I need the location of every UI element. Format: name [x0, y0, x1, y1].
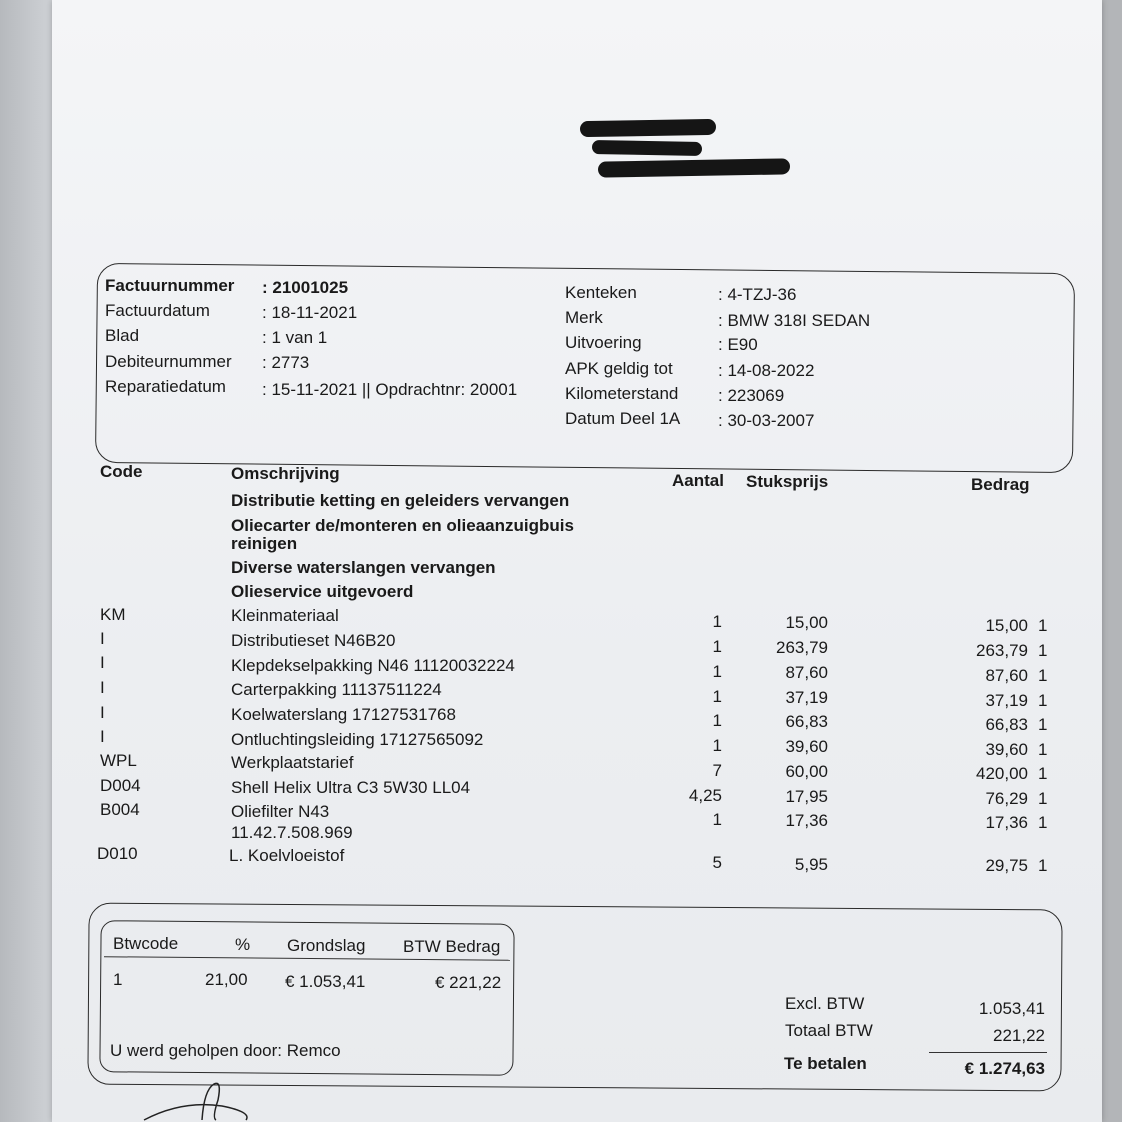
debtor-number: : 2773: [262, 353, 310, 372]
row-quantity: 4,25: [688, 786, 722, 805]
repair-date: : 15-11-2021 || Opdrachtnr: 20001: [262, 380, 518, 399]
field-label: Kilometerstand: [565, 384, 679, 403]
helped-by: U werd geholpen door: Remco: [110, 1041, 341, 1060]
row-code: KM: [100, 605, 126, 624]
excl-btw-label: Excl. BTW: [785, 994, 865, 1013]
row-description: Oliefilter N43: [231, 802, 330, 821]
row-unit-price: 17,95: [785, 787, 828, 806]
row-quantity: 1: [712, 711, 722, 730]
row-amount: 263,79: [976, 641, 1028, 660]
work-line: Olieservice uitgevoerd: [231, 582, 414, 601]
row-amount: 29,75: [985, 856, 1028, 875]
apk-date: : 14-08-2022: [718, 361, 815, 380]
field-label: Blad: [105, 326, 140, 345]
car-version: : E90: [718, 335, 758, 354]
background-edge-right: [1102, 0, 1122, 1122]
row-code: I: [100, 678, 105, 697]
row-code: I: [100, 653, 105, 672]
row-btw-code: 1: [1038, 666, 1048, 685]
row-description-line2: 11.42.7.508.969: [231, 823, 353, 842]
row-btw-code: 1: [1038, 641, 1048, 660]
license-plate: : 4-TZJ-36: [718, 285, 797, 304]
car-brand: : BMW 318I SEDAN: [718, 311, 871, 330]
registration-date: : 30-03-2007: [718, 411, 815, 430]
field-label: Uitvoering: [565, 333, 642, 352]
work-line: reinigen: [231, 534, 298, 553]
btw-row-percent: 21,00: [205, 970, 248, 989]
field-label: Merk: [565, 308, 603, 327]
invoice-number: : 21001025: [262, 278, 349, 297]
row-quantity: 1: [712, 687, 722, 706]
col-unit-price: Stuksprijs: [746, 472, 829, 491]
row-unit-price: 17,36: [785, 811, 828, 830]
row-unit-price: 5,95: [794, 855, 828, 874]
row-btw-code: 1: [1038, 715, 1048, 734]
row-unit-price: 60,00: [785, 762, 828, 781]
row-code: I: [100, 703, 105, 722]
row-unit-price: 15,00: [785, 613, 828, 632]
row-description: Werkplaatstarief: [231, 753, 354, 772]
work-line: Distributie ketting en geleiders vervangen: [231, 491, 570, 510]
row-amount: 15,00: [985, 616, 1028, 635]
row-quantity: 1: [712, 637, 722, 656]
row-btw-code: 1: [1038, 616, 1048, 635]
row-description: Koelwaterslang 17127531768: [231, 705, 456, 724]
row-quantity: 5: [712, 853, 722, 872]
row-btw-code: 1: [1038, 764, 1048, 783]
row-quantity: 1: [712, 810, 722, 829]
row-description: Kleinmateriaal: [231, 606, 339, 625]
row-amount: 37,19: [985, 691, 1028, 710]
row-description: Distributieset N46B20: [231, 631, 396, 650]
field-label: Debiteurnummer: [105, 352, 232, 371]
btw-row-base: € 1.053,41: [285, 972, 366, 991]
row-description: Carterpakking 11137511224: [231, 680, 442, 699]
mileage: : 223069: [718, 386, 785, 405]
row-quantity: 1: [712, 662, 722, 681]
row-code: WPL: [100, 751, 137, 770]
btw-row-amount: € 221,22: [435, 973, 502, 992]
btw-col-code: Btwcode: [113, 934, 179, 953]
row-amount: 76,29: [985, 789, 1028, 808]
row-code: D004: [100, 776, 141, 795]
row-code: I: [100, 727, 105, 746]
total-divider: [929, 1052, 1047, 1053]
row-amount: 87,60: [985, 666, 1028, 685]
field-label: Factuurnummer: [105, 276, 235, 295]
field-label: Datum Deel 1A: [565, 409, 681, 428]
field-label: Kenteken: [565, 283, 637, 302]
btw-row-code: 1: [113, 970, 123, 989]
work-line: Oliecarter de/monteren en olieaanzuigbuis: [231, 516, 574, 535]
row-amount: 17,36: [985, 813, 1028, 832]
total-btw-label: Totaal BTW: [785, 1021, 873, 1040]
row-btw-code: 1: [1038, 813, 1048, 832]
row-amount: 66,83: [985, 715, 1028, 734]
background-edge-left: [0, 0, 52, 1122]
invoice-date: : 18-11-2021: [262, 303, 358, 322]
field-label: Factuurdatum: [105, 301, 210, 320]
row-code: I: [100, 629, 105, 648]
btw-col-amount: BTW Bedrag: [403, 937, 501, 956]
row-btw-code: 1: [1038, 740, 1048, 759]
row-unit-price: 37,19: [785, 688, 828, 707]
row-unit-price: 66,83: [785, 712, 828, 731]
row-description: Klepdekselpakking N46 11120032224: [231, 656, 515, 675]
row-amount: 39,60: [985, 740, 1028, 759]
row-code: B004: [100, 800, 140, 819]
row-unit-price: 263,79: [776, 638, 828, 657]
row-description: L. Koelvloeistof: [229, 846, 345, 865]
amount-due-value: € 1.274,63: [964, 1059, 1045, 1078]
row-code: D010: [97, 844, 138, 863]
field-label: APK geldig tot: [565, 359, 673, 378]
row-unit-price: 87,60: [785, 663, 828, 682]
row-btw-code: 1: [1038, 789, 1048, 808]
excl-btw-value: 1.053,41: [978, 999, 1045, 1018]
field-label: Reparatiedatum: [105, 377, 226, 396]
col-amount: Bedrag: [971, 475, 1030, 494]
invoice-paper: [52, 0, 1102, 1122]
page-number: : 1 van 1: [262, 328, 328, 347]
signature-scribble: [142, 1080, 262, 1122]
amount-due-label: Te betalen: [784, 1054, 867, 1073]
col-description: Omschrijving: [231, 464, 340, 483]
row-btw-code: 1: [1038, 691, 1048, 710]
btw-col-percent: %: [235, 935, 251, 954]
row-description: Ontluchtingsleiding 17127565092: [231, 730, 484, 749]
row-description: Shell Helix Ultra C3 5W30 LL04: [231, 778, 471, 797]
total-btw-value: 221,22: [993, 1026, 1045, 1045]
col-code: Code: [100, 462, 143, 481]
work-line: Diverse waterslangen vervangen: [231, 558, 496, 577]
col-quantity: Aantal: [672, 471, 724, 490]
btw-col-base: Grondslag: [287, 936, 366, 955]
row-quantity: 1: [712, 612, 722, 631]
row-quantity: 7: [712, 761, 722, 780]
row-btw-code: 1: [1038, 856, 1048, 875]
row-amount: 420,00: [976, 764, 1028, 783]
row-unit-price: 39,60: [785, 737, 828, 756]
row-quantity: 1: [712, 736, 722, 755]
